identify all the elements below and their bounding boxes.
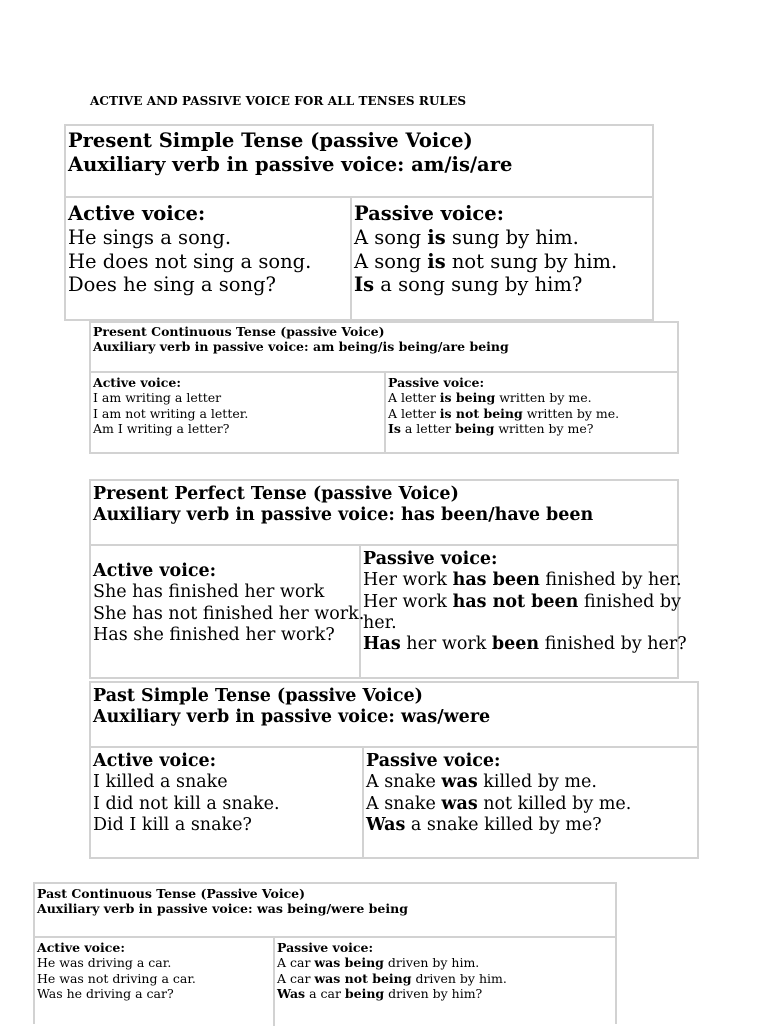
auxiliary-verb-line: Auxiliary verb in passive voice: was being/were being	[37, 901, 408, 917]
active-sentence: I am not writing a letter.	[93, 405, 249, 421]
auxiliary-verb-line: Auxiliary verb in passive voice: was/were	[93, 707, 491, 728]
auxiliary-verb-line: Auxiliary verb in passive voice: am being/is being/are being	[93, 339, 509, 355]
active-voice-label: Active voice:	[68, 202, 206, 225]
passive-sentence: A song is sung by him.	[354, 225, 579, 249]
active-voice-cell	[35, 938, 275, 1026]
tense-table-past-simple	[89, 681, 699, 859]
auxiliary-verb-line: Auxiliary verb in passive voice: has been/have been	[93, 505, 594, 526]
tense-table-present-continuous	[89, 321, 679, 454]
passive-sentence: A snake was killed by me.	[366, 772, 597, 793]
passive-voice-cell	[364, 748, 631, 859]
table-header	[91, 481, 677, 546]
active-sentence: He was not driving a car.	[37, 970, 196, 986]
active-sentence: She has not finished her work.	[93, 603, 365, 624]
passive-voice-label: Passive voice:	[277, 940, 374, 955]
active-sentence: Has she finished her work?	[93, 625, 335, 646]
passive-sentence: Was a car being driven by him?	[277, 985, 483, 1001]
active-voice-cell	[91, 546, 365, 679]
active-voice-cell	[91, 373, 386, 454]
passive-sentence: A car was being driven by him.	[277, 955, 480, 971]
active-sentence: I am writing a letter	[93, 390, 222, 406]
tense-heading: Past Continuous Tense (Passive Voice)	[37, 886, 306, 901]
table-header	[91, 323, 677, 373]
passive-sentence: A song is not sung by him.	[354, 249, 618, 273]
passive-sentence: A letter is not being written by me.	[388, 405, 620, 421]
tense-table-present-perfect	[89, 479, 687, 679]
table-header	[66, 126, 652, 198]
tense-heading: Past Simple Tense (passive Voice)	[93, 686, 423, 706]
active-voice-label: Active voice:	[93, 375, 181, 390]
passive-voice-label: Passive voice:	[366, 751, 501, 771]
passive-voice-cell	[352, 198, 617, 319]
active-sentence: He was driving a car.	[37, 955, 172, 971]
active-voice-cell	[91, 748, 364, 859]
tense-table-present-simple	[64, 124, 654, 321]
active-sentence: He sings a song.	[68, 225, 232, 249]
active-sentence: I killed a snake	[93, 772, 228, 793]
tense-heading: Present Perfect Tense (passive Voice)	[93, 484, 459, 504]
passive-voice-label: Passive voice:	[363, 549, 498, 569]
passive-sentence: Her work has been finished by her.	[363, 570, 682, 591]
passive-sentence: Is a letter being written by me?	[388, 420, 594, 436]
passive-sentence: Is a song sung by him?	[354, 273, 583, 297]
passive-voice-cell	[386, 373, 619, 454]
passive-sentence: A snake was not killed by me.	[366, 793, 632, 814]
passive-sentence: her.	[363, 613, 397, 634]
tense-heading: Present Continuous Tense (passive Voice)	[93, 324, 385, 339]
passive-sentence: A car was not being driven by him.	[277, 970, 507, 986]
active-voice-label: Active voice:	[93, 561, 217, 581]
passive-voice-label: Passive voice:	[354, 202, 504, 225]
active-voice-cell	[66, 198, 352, 319]
active-sentence: Was he driving a car?	[37, 985, 174, 1001]
table-header	[35, 884, 615, 938]
active-voice-label: Active voice:	[93, 751, 217, 771]
passive-sentence: Has her work been finished by her?	[363, 634, 687, 655]
active-voice-label: Active voice:	[37, 940, 125, 955]
passive-sentence: A letter is being written by me.	[388, 390, 592, 406]
passive-sentence: Was a snake killed by me?	[366, 815, 602, 836]
auxiliary-verb-line: Auxiliary verb in passive voice: am/is/are	[68, 152, 513, 176]
passive-sentence: Her work has not been finished by	[363, 591, 681, 612]
active-sentence: Did I kill a snake?	[93, 815, 252, 836]
active-sentence: He does not sing a song. Does he sing a song?	[68, 249, 312, 297]
passive-voice-cell	[361, 546, 687, 679]
active-sentence: She has finished her work	[93, 582, 325, 603]
tense-table-past-continuous	[33, 882, 617, 1024]
tense-heading: Present Simple Tense (passive Voice)	[68, 129, 473, 152]
passive-voice-label: Passive voice:	[388, 375, 485, 390]
document-title: ACTIVE AND PASSIVE VOICE FOR ALL TENSES RULES	[90, 94, 467, 108]
passive-voice-cell	[275, 938, 507, 1026]
active-sentence: I did not kill a snake.	[93, 793, 280, 814]
active-sentence: Am I writing a letter?	[93, 420, 230, 436]
table-header	[91, 683, 697, 748]
